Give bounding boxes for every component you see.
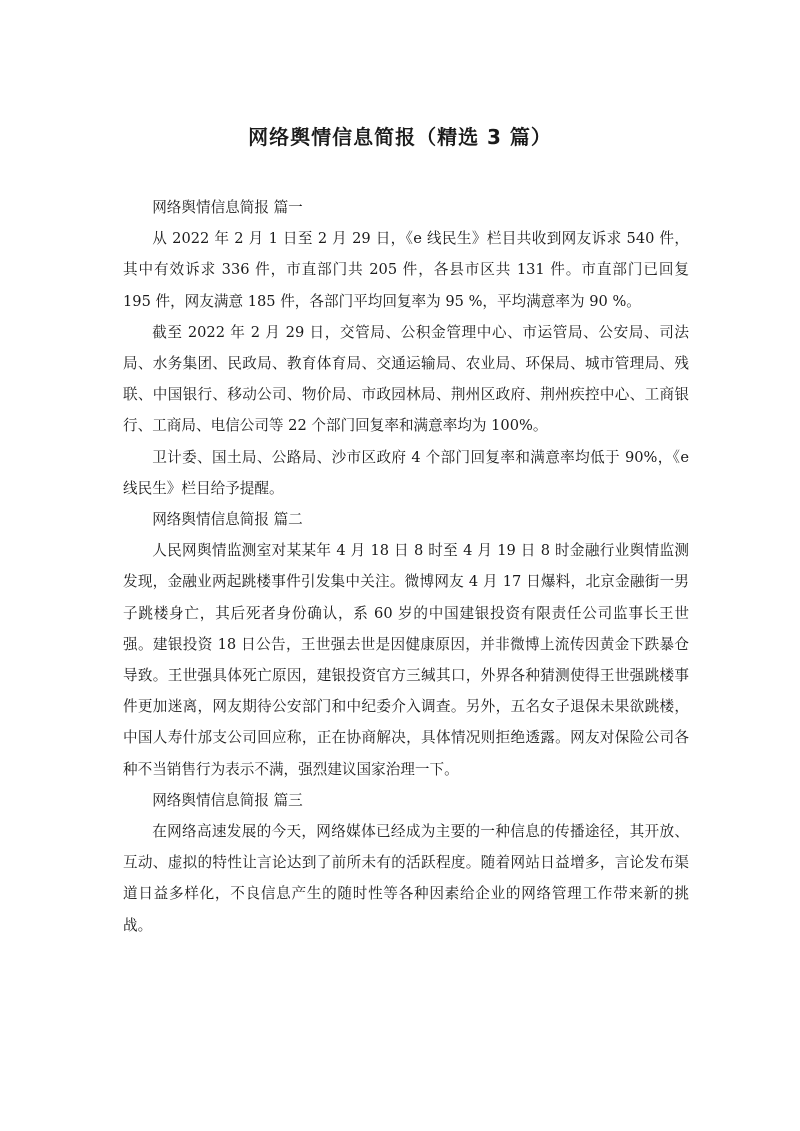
document-title: 网络舆情信息简报（精选 3 篇） (248, 125, 552, 149)
paragraph: 人民网舆情监测室对某某年 4 月 18 日 8 时至 4 月 19 日 8 时金融行业舆情监测发现，金融业两起跳楼事件引发集中关注。微博网友 4 月 17 日爆料，北京金融街一男子跳楼身亡，其后死者身份确认，系 60 岁的中国建银投资有限责任公司监事长王世强。建银投资 18 日公告，王世强去世是因健康原因，并非微博上流传因黄金下跌暴仓导致。王世强具体死亡原因，建银投资官方三缄其口，外界各种猜测使得王世强跳楼事件更加迷离，网友期待公安部门和中纪委介入调查。另外，五名女子退保未果欲跳楼，中国人寿什邡支公司回应称，正在协商解决，具体情况则拒绝透露。网友对保险公司各种不当销售行为表示不满，强烈建议国家治理一下。 (123, 542, 689, 778)
paragraph: 从 2022 年 2 月 1 日至 2 月 29 日，《e 线民生》栏目共收到网友诉求 540 件，其中有效诉求 336 件，市直部门共 205 件，各县市区共 131 件。市直部门已回复 195 件，网友满意 185 件，各部门平均回复率为 95 %，平均满意率为 90 %。 (123, 230, 689, 310)
paragraph: 卫计委、国土局、公路局、沙市区政府 4 个部门回复率和满意率均低于 90%，《e 线民生》栏目给予提醒。 (123, 448, 689, 497)
paragraph: 截至 2022 年 2 月 29 日，交管局、公积金管理中心、市运管局、公安局、司法局、水务集团、民政局、教育体育局、交通运输局、农业局、环保局、城市管理局、残联、中国银行、移动公司、物价局、市政园林局、荆州区政府、荆州疾控中心、工商银行、工商局、电信公司等 22 个部门回复率和满意率均为 100%。 (123, 323, 689, 435)
paragraph: 在网络高速发展的今天，网络媒体已经成为主要的一种信息的传播途径，其开放、互动、虚拟的特性让言论达到了前所未有的活跃程度。随着网站日益增多，言论发布渠道日益多样化，不良信息产生的随时性等各种因素给企业的网络管理工作带来新的挑战。 (123, 823, 689, 934)
section-heading-2: 网络舆情信息简报 篇二 (152, 511, 303, 529)
section-heading-1: 网络舆情信息简报 篇一 (152, 199, 303, 216)
document-body (123, 192, 689, 941)
section-heading-3: 网络舆情信息简报 篇三 (152, 791, 303, 809)
